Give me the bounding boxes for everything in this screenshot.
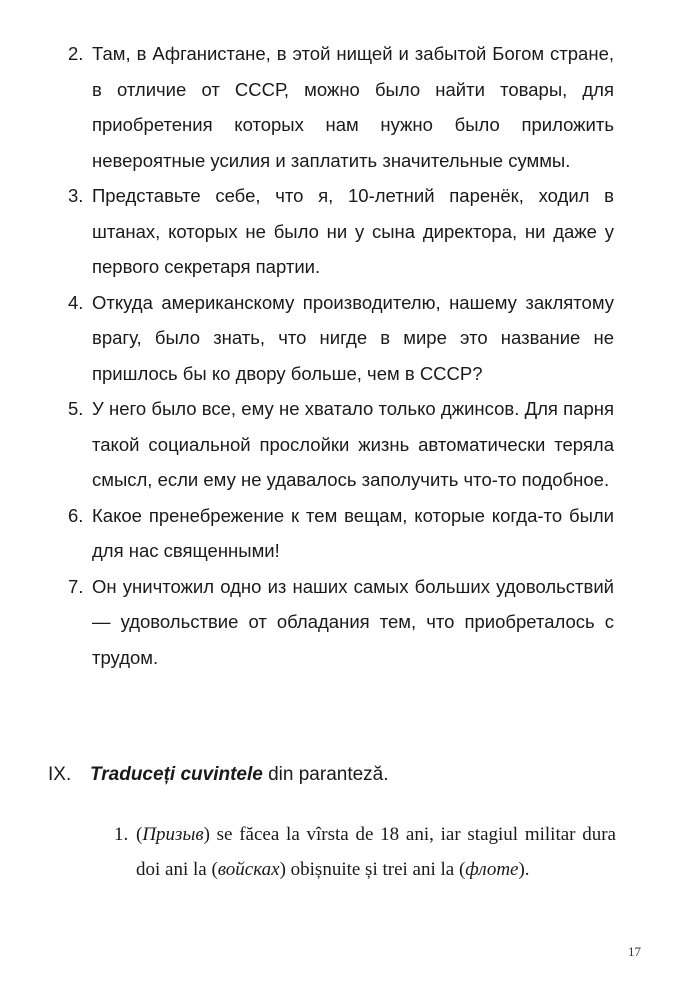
list-item-text: Представьте себе, что я, 10-летний паренёк, ходил в штанах, которых не было ни у сына директора, ни даже у первого секретаря партии.	[92, 185, 614, 277]
section-heading	[48, 760, 628, 790]
text-fragment: (	[136, 824, 143, 845]
list-item-text: У него было все, ему не хватало только джинсов. Для парня такой социальной прослойки жизнь автоматически теряла смысл, если ему не удавалось заполучить что-то подобное.	[92, 398, 614, 490]
list-item-number: 2.	[68, 43, 84, 64]
text-fragment: ).	[518, 859, 530, 880]
exercise-list	[114, 817, 616, 887]
list-item-number: 3.	[68, 185, 84, 206]
text-fragment: ) se făcea la vîrsta de 18 ani, iar stagiul militar dura doi ani la (	[136, 824, 616, 880]
list-item-text: Он уничтожил одно из наших самых больших удовольствий — удовольствие от обладания тем, что приобреталось с трудом.	[92, 575, 614, 668]
section-number: IX.	[48, 764, 72, 785]
exercise-item-number: 1.	[114, 824, 129, 845]
section-title-rest: din paranteză.	[262, 764, 389, 785]
section-title-emphasis: Traduceți cuvintele	[90, 764, 263, 785]
term-to-translate: флоте	[465, 859, 519, 880]
list-item-text: Откуда американскому производителю, нашему заклятому врагу, было знать, что нигде в мире это название не пришлось бы ко двору больше, чем в СССР?	[92, 291, 614, 384]
list-item	[68, 36, 614, 178]
section-title	[90, 760, 389, 790]
list-item-number: 4.	[68, 291, 84, 313]
text-fragment: ) obișnuite și trei ani la (	[279, 859, 466, 880]
page-number: 17	[628, 944, 641, 959]
list-item	[68, 569, 614, 676]
list-item-number: 6.	[68, 504, 84, 526]
list-item-text: Там, в Афганистане, в этой нищей и забытой Богом стране, в отличие от СССР, можно было найти товары, для приобретения которых нам нужно было приложить невероятные усилия и заплатить значительные суммы.	[92, 43, 614, 171]
list-item	[68, 391, 614, 498]
list-item	[68, 285, 614, 392]
list-item	[68, 178, 614, 285]
list-item-number: 5.	[68, 398, 84, 419]
list-item-number: 7.	[68, 575, 84, 597]
list-item-text: Какое пренебрежение к тем вещам, которые когда-то были для нас священными!	[92, 504, 614, 561]
exercise-item	[114, 817, 616, 887]
term-to-translate: войсках	[217, 859, 280, 880]
exercise-item-text	[136, 817, 616, 887]
term-to-translate: Призыв	[142, 824, 204, 845]
list-item	[68, 498, 614, 569]
numbered-list	[68, 36, 614, 675]
